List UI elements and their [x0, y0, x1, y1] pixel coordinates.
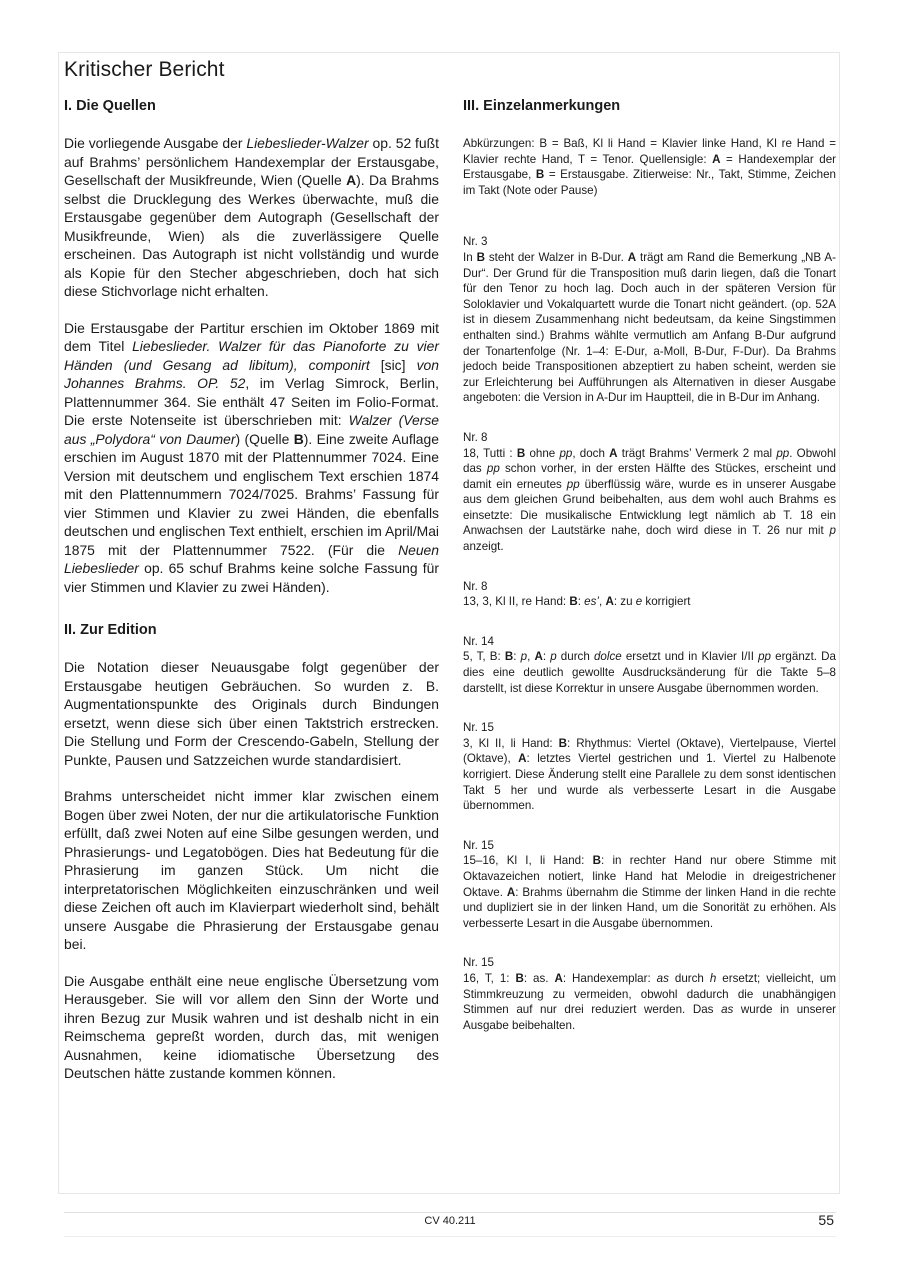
paragraph-sources-1: Die vorliegende Ausgabe der Liebeslieder-Walzer op. 52 fußt auf Brahms’ persönlichem Handexemplar der Erstausgabe, Gesellschaft der Musikfreunde, Wien (Quelle A). Da Brahms selbst die Drucklegung des Werkes überwachte, muß die Erstausgabe gegenüber dem Autograph (Gesellschaft der Musikfreunde, Wien) als die zuverlässigere Quelle erscheinen. Das Autograph ist nicht vollständig und wurde als Kopie für den Stecher abgeschrieben, doch hat sich diese Stichvorlage nicht erhalten.	[64, 135, 439, 299]
right-column	[463, 98, 836, 1057]
paragraph-edition-2: Brahms unterscheidet nicht immer klar zwischen einem Bogen über zwei Noten, der nur die artikulatorische Funktion erfüllt, daß zwei Noten auf eine Silbe gesungen werden, und Phrasierungs- und Legatobögen. Dies hat Bedeutung für die Phrasierung im ganzen Stück. Um nicht die interpretatorischen Möglichkeiten einzuschränken und weil diese Zeichen oft auch im Klavierpart wiederholt sind, behält unsere Ausgabe die Phrasierung der Erstausgabe genau bei.	[64, 788, 439, 952]
note-text: 16, T, 1: B: as. A: Handexemplar: as durch h ersetzt; vielleicht, um Stimmkreuzung zu vermeiden, obwohl dadurch die unabhängigen Stimmen auf nur drei reduziert werden. Das as wurde in unserer Ausgabe beibehalten.	[463, 971, 836, 1032]
paragraph-edition-1: Die Notation dieser Neuausgabe folgt gegenüber der Erstausgabe heutigen Gebräuchen. So wurden z. B. Augmentationspunkte des Originals durch Bindungen ersetzt, wenn diese sich über einen Taktstrich erstrecken. Die Stellung und Form der Crescendo-Gabeln, Stellung der Punkte, Pausen und Satzzeichen wurde standardisiert.	[64, 659, 439, 768]
note-number: Nr. 14	[463, 634, 494, 648]
section-heading-edition: II. Zur Edition	[64, 622, 157, 638]
note-number: Nr. 8	[463, 579, 488, 593]
note-text: 3, Kl II, li Hand: B: Rhythmus: Viertel (Oktave), Viertelpause, Viertel (Oktave), A: letztes Viertel gestrichen und 1. Viertel zu Halbenote korrigiert. Diese Änderung stellt eine Parallele zu dem sonst identischen Takt 5 her und wurde als verbesserte Lesart in die Ausgabe übernommen.	[463, 736, 836, 813]
note-number: Nr. 8	[463, 430, 488, 444]
note-text: 5, T, B: B: p, A: p durch dolce ersetzt und in Klavier I/II pp ergänzt. Da dies eine deutlich gewollte Ausdrucksänderung für die Takte 5–8 darstellt, ist diese Korrektur in unsere Ausgabe übernommen worden.	[463, 650, 836, 695]
footer-divider	[64, 1212, 836, 1213]
section-heading-sources: I. Die Quellen	[64, 98, 156, 114]
note-entry	[463, 579, 836, 610]
note-entry	[463, 234, 836, 406]
page-number: 55	[818, 1212, 834, 1228]
left-column	[64, 98, 439, 1101]
catalog-number: CV 40.211	[424, 1215, 476, 1227]
footer-divider-bottom	[64, 1236, 836, 1237]
note-entry	[463, 634, 836, 696]
note-text: 18, Tutti : B ohne pp, doch A trägt Brahms’ Vermerk 2 mal pp. Obwohl das pp schon vorher, in der ersten Hälfte des Stückes, erscheint und damit ein erneutes pp überflüssig wäre, wurde es in unserer Ausgabe aus dem gleichen Grund beibehalten, aus dem wohl auch Brahms es einsetzte: Die musikalische Entwicklung legt nämlich ab T. 18 ein Anwachsen der Lautstärke nahe, doch wird diese in T. 26 nur mit p anzeigt.	[463, 446, 837, 554]
paragraph-edition-3: Die Ausgabe enthält eine neue englische Übersetzung vom Herausgeber. Sie will vor allem den Sinn der Worte und ihren Bezug zur Musik wahren und ist deshalb nicht in ein Reimschema gepreßt worden, durch das, mit wenigen Ausnahmen, keine idiomatische Übersetzung des Deutschen hätte zustande kommen können.	[64, 972, 439, 1081]
page-title: Kritischer Bericht	[64, 58, 225, 81]
paragraph-sources-2: Die Erstausgabe der Partitur erschien im Oktober 1869 mit dem Titel Liebeslieder. Walzer für das Pianoforte zu vier Händen (und Gesang ad libitum), componirt [sic] von Johannes Brahms. OP. 52, im Verlag Simrock, Berlin, Plattennummer 364. Sie enthält 47 Seiten im Folio-Format. Die erste Notenseite ist überschrieben mit: Walzer (Verse aus „Polydora“ von Daumer) (Quelle B). Eine zweite Auflage erschien im August 1870 mit der Plattennummer 7024. Eine Version mit deutschem und englischem Text erschien 1874 mit den Plattennummern 7024/7025. Brahms’ Fassung für vier Stimmen und Klavier zu zwei Händen, die ebenfalls deutschen und englischen Text enthielt, erschien im April/Mai 1875 mit der Plattennummer 7522. (Für die Neuen Liebeslieder op. 65 schuf Brahms keine solche Fassung für vier Stimmen und Klavier zu zwei Händen).	[64, 319, 440, 595]
note-number: Nr. 3	[463, 235, 488, 249]
note-entry	[463, 430, 836, 555]
note-text: In B steht der Walzer in B-Dur. A trägt am Rand die Bemerkung „NB A-Dur“. Der Grund für die Transposition muß darin liegen, daß die Tonart für den Tenor zu hoch lag. Doch auch in der späteren Version für Soloklavier und Vokalquartett wurde die Tonart nicht geändert. (op. 52A ist in diesem Zusammenhang nicht bedeutsam, da keine Singstimmen enthalten sind.) Brahms wählte vermutlich am Anfang B-Dur aufgrund der Tonartenfolge (Nr. 1–4: E-Dur, a-Moll, B-Dur, F-Dur). Da Brahms jedoch beide Transpositionen abzeptiert zu haben scheint, werden sie zur Erleichterung bei Aufführungen als Alternativen in dieser Ausgabe angeboten: die Version in A-Dur im Hauptteil, die in B-Dur im Anhang.	[463, 250, 837, 405]
section-heading-notes: III. Einzelanmerkungen	[463, 98, 621, 114]
note-number: Nr. 15	[463, 956, 494, 970]
abbreviations-paragraph: Abkürzungen: B = Baß, Kl li Hand = Klavier linke Hand, Kl re Hand = Klavier rechte Hand, T = Tenor. Quellensigle: A = Handexemplar der Erstausgabe, B = Erstausgabe. Zitierweise: Nr., Takt, Stimme, Zeichen im Takt (Note oder Pause)	[463, 137, 837, 197]
note-entry	[463, 720, 836, 814]
note-number: Nr. 15	[463, 721, 494, 735]
note-entry	[463, 838, 836, 932]
note-entry	[463, 955, 836, 1033]
note-number: Nr. 15	[463, 838, 494, 852]
note-text: 15–16, Kl I, li Hand: B: in rechter Hand nur obere Stimme mit Oktavazeichen notiert, linke Hand hat Melodie in dreigestrichener Oktave. A: Brahms übernahm die Stimme der linken Hand in die rechte und dupliziert sie in der linken Hand, um die Sonorität zu erhöhen. Als verbesserte Lesart in die Ausgabe übernommen.	[463, 854, 837, 930]
note-text: 13, 3, Kl II, re Hand: B: es’, A: zu e korrigiert	[463, 595, 691, 609]
